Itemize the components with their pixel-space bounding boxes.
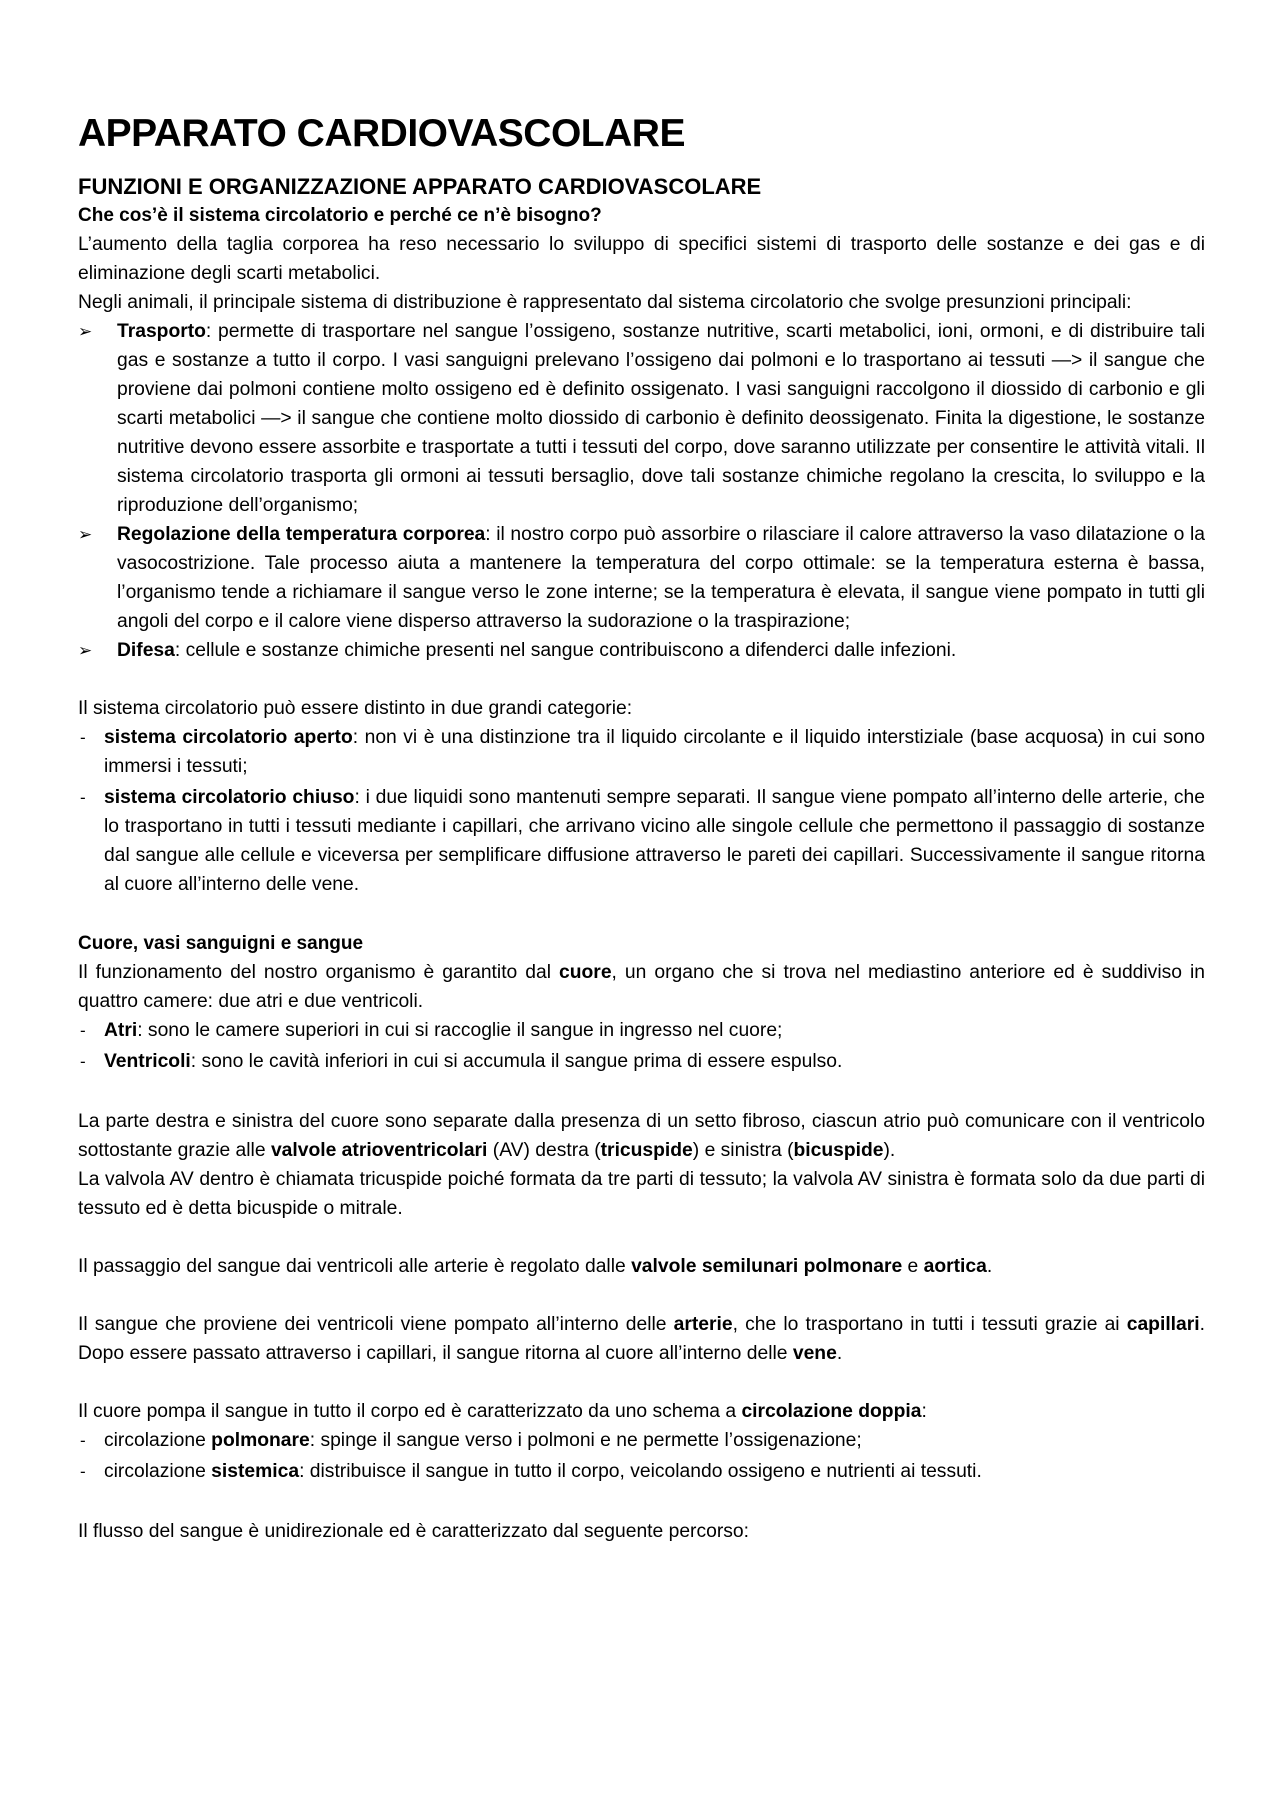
definition: : i due liquidi sono mantenuti sempre separati. Il sangue viene pompato all’interno delle arterie, che lo trasportano in tutti i tessuti mediante i capillari, che arrivano vicino alle singole cellule che permettono il passaggio di sostanze dal sangue alle cellule e viceversa per semplificare diffusione attraverso le pareti dei capillari. Successivamente il sangue ritorna al cuore all’interno delle vene. [104, 787, 1206, 895]
term: cuore [559, 962, 612, 983]
text-run: ). [883, 1140, 896, 1161]
term: aortica [923, 1256, 987, 1277]
double-circulation-paragraph [78, 1397, 1205, 1426]
term: Atri [104, 1020, 138, 1041]
circulations-list [78, 1426, 1205, 1486]
dash-bullet-icon: - [80, 788, 86, 807]
spacer [78, 1368, 1205, 1397]
list-item [78, 1047, 1205, 1076]
valves-paragraph-2: La valvola AV dentro è chiamata tricuspide poiché formata da tre parti di tessuto; la valvola AV sinistra è formata solo da due parti di tessuto ed è detta bicuspide o mitrale. [78, 1169, 1205, 1219]
list-item [78, 723, 1205, 781]
dash-bullet-icon: - [80, 1021, 86, 1040]
text-run: e [902, 1256, 924, 1277]
semilunar-paragraph [78, 1252, 1205, 1281]
list-item [78, 1457, 1205, 1486]
list-item [78, 520, 1205, 636]
text-run: : [921, 1401, 927, 1422]
term: bicuspide [793, 1140, 884, 1161]
term: Trasporto [117, 321, 206, 342]
text-run: Il passaggio del sangue dai ventricoli alle arterie è regolato dalle [78, 1256, 632, 1277]
intro-paragraph-2: Negli animali, il principale sistema di distribuzione è rappresentato dal sistema circolatorio che svolge presunzioni principali: [78, 292, 1132, 313]
chambers-list [78, 1016, 1205, 1076]
list-item [78, 1016, 1205, 1045]
spacer [78, 1078, 1205, 1107]
text-run: Il cuore pompa il sangue in tutto il corpo ed è caratterizzato da uno schema a [78, 1401, 742, 1422]
text-run: Il sangue che proviene dei ventricoli viene pompato all’interno delle [78, 1314, 674, 1335]
definition: : distribuisce il sangue in tutto il corpo, veicolando ossigeno e nutrienti ai tessuti. [299, 1461, 982, 1482]
text-run: Il funzionamento del nostro organismo è garantito dal [78, 962, 560, 983]
term: tricuspide [600, 1140, 693, 1161]
spacer [78, 1223, 1205, 1252]
term: sistema circolatorio chiuso [104, 787, 355, 808]
term: circolazione doppia [741, 1401, 922, 1422]
categories-intro: Il sistema circolatorio può essere distinto in due grandi categorie: [78, 698, 633, 719]
list-item [78, 1426, 1205, 1455]
term: Difesa [117, 640, 175, 661]
heart-paragraph [78, 958, 1205, 1016]
text-run: ) e sinistra ( [692, 1140, 794, 1161]
categories-list [78, 723, 1205, 899]
arrow-bullet-icon: ➢ [78, 525, 93, 544]
heart-heading: Cuore, vasi sanguigni e sangue [78, 933, 364, 954]
term: arterie [673, 1314, 733, 1335]
dash-bullet-icon: - [80, 1431, 86, 1450]
flow-paragraph: Il flusso del sangue è unidirezionale ed è caratterizzato dal seguente percorso: [78, 1521, 749, 1542]
spacer [78, 665, 1205, 694]
term: sistema circolatorio aperto [104, 727, 353, 748]
text-run: , che lo trasportano in tutti i tessuti grazie ai [732, 1314, 1127, 1335]
intro-paragraph-1: L’aumento della taglia corporea ha reso necessario lo sviluppo di specifici sistemi di trasporto delle sostanze e dei gas e di eliminazione degli scarti metabolici. [78, 234, 1205, 284]
definition: : cellule e sostanze chimiche presenti nel sangue contribuiscono a difenderci dalle infezioni. [174, 640, 957, 661]
definition: : sono le cavità inferiori in cui si accumula il sangue prima di essere espulso. [190, 1051, 843, 1072]
term: polmonare [211, 1430, 310, 1451]
spacer [78, 1488, 1205, 1517]
term: Ventricoli [104, 1051, 191, 1072]
vessels-paragraph [78, 1310, 1205, 1368]
arrow-bullet-icon: ➢ [78, 641, 93, 660]
question-heading: Che cos’è il sistema circolatorio e perché ce n’è bisogno? [78, 205, 602, 226]
list-item [78, 636, 1205, 665]
text-run: (AV) destra ( [487, 1140, 601, 1161]
document-title: APPARATO CARDIOVASCOLARE [78, 112, 685, 155]
text-run: circolazione [104, 1430, 212, 1451]
text-run: . [986, 1256, 993, 1277]
text-run: circolazione [104, 1461, 212, 1482]
text-run: , un organo che si trova nel mediastino anteriore ed è suddiviso in quattro camere: due atri e due ventricoli. [78, 962, 1205, 1012]
text-run: La parte destra e sinistra del cuore sono separate dalla presenza di un setto fibroso, ciascun atrio può comunicare con il ventricolo sottostante grazie alle [78, 1111, 1205, 1161]
term: valvole semilunari polmonare [631, 1256, 903, 1277]
term: capillari [1126, 1314, 1200, 1335]
term: valvole atrioventricolari [270, 1140, 488, 1161]
term: vene [792, 1343, 837, 1364]
functions-list [78, 317, 1205, 665]
section-title: FUNZIONI E ORGANIZZAZIONE APPARATO CARDIOVASCOLARE [78, 174, 762, 199]
definition: : permette di trasportare nel sangue l’ossigeno, sostanze nutritive, scarti metabolici, ioni, ormoni, e di distribuire tali gas e sostanze a tutto il corpo. I vasi sanguigni prelevano l’ossigeno dai polmoni e lo trasportano ai tessuti —> il sangue che proviene dai polmoni contiene molto ossigeno ed è definito ossigenato. I vasi sanguigni raccolgono il diossido di carbonio e gli scarti metabolici —> il sangue che contiene molto diossido di carbonio è definito deossigenato. Finita la digestione, le sostanze nutritive devono essere assorbite e trasportate a tutti i tessuti del corpo, dove saranno utilizzate per consentire le attività vitali. Il sistema circolatorio trasporta gli ormoni ai tessuti bersaglio, dove tali sostanze chimiche regolano la crescita, lo sviluppo e la riproduzione dell’organismo; [117, 321, 1205, 516]
valves-paragraph-1 [78, 1107, 1205, 1165]
dash-bullet-icon: - [80, 1052, 86, 1071]
text-run: . [836, 1343, 843, 1364]
dash-bullet-icon: - [80, 1462, 86, 1481]
spacer [78, 901, 1205, 930]
spacer [78, 1281, 1205, 1310]
text-run: . Dopo essere passato attraverso i capillari, il sangue ritorna al cuore all’interno delle [78, 1314, 1205, 1364]
arrow-bullet-icon: ➢ [78, 322, 93, 341]
term: sistemica [211, 1461, 300, 1482]
definition: : sono le camere superiori in cui si raccoglie il sangue in ingresso nel cuore; [137, 1020, 783, 1041]
definition: : spinge il sangue verso i polmoni e ne permette l’ossigenazione; [309, 1430, 862, 1451]
definition: : non vi è una distinzione tra il liquido circolante e il liquido interstiziale (base acquosa) in cui sono immersi i tessuti; [104, 727, 1205, 777]
list-item [78, 783, 1205, 899]
term: Regolazione della temperatura corporea [117, 524, 486, 545]
list-item [78, 317, 1205, 520]
definition: : il nostro corpo può assorbire o rilasciare il calore attraverso la vaso dilatazione o la vasocostrizione. Tale processo aiuta a mantenere la temperatura del corpo ottimale: se la temperatura esterna è bassa, l’organismo tende a richiamare il sangue verso le zone interne; se la temperatura è elevata, il sangue viene pompato in tutti gli angoli del corpo e il calore viene disperso attraverso la sudorazione o la traspirazione; [117, 524, 1205, 632]
dash-bullet-icon: - [80, 728, 86, 747]
